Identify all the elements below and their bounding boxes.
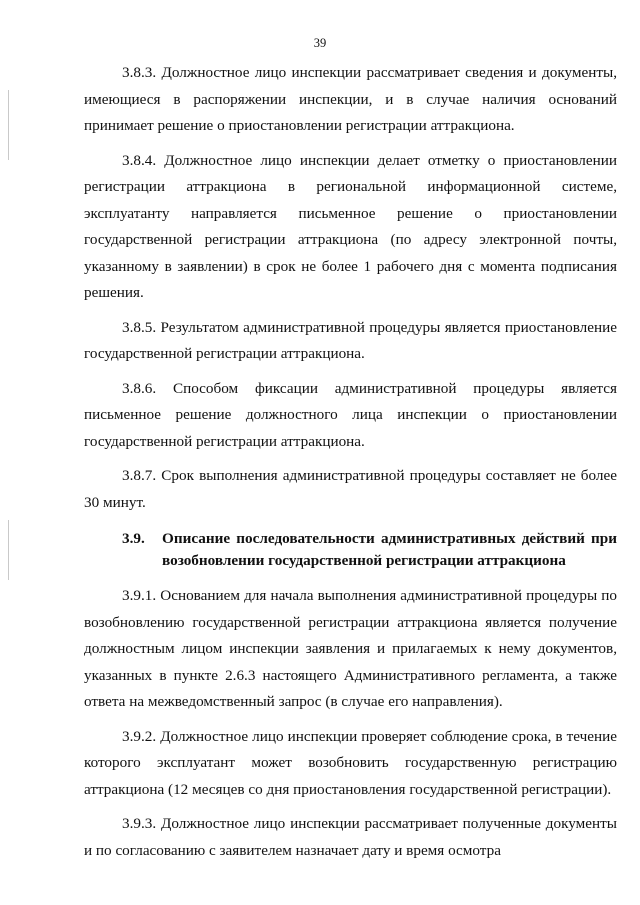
section-heading bbox=[84, 528, 617, 572]
paragraph-3-8-6: 3.8.6. Способом фиксации административной процедуры является письменное решение должностного лица инспекции о приостановлении государственной регистрации аттракциона. bbox=[84, 379, 617, 450]
scan-margin-mark bbox=[8, 90, 9, 160]
section-title: Описание последовательности административных действий при возобновлении государственной регистрации аттракциона bbox=[162, 530, 617, 569]
document-body bbox=[84, 60, 617, 872]
paragraph-3-8-4: 3.8.4. Должностное лицо инспекции делает отметку о приостановлении регистрации аттракциона в региональной информационной системе, эксплуатанту направляется письменное решение о приостановлении государственной регистрации аттракциона (по адресу электронной почты, указанному в заявлении) в срок не более 1 рабочего дня с момента подписания решения. bbox=[84, 151, 617, 301]
paragraph-3-8-3: 3.8.3. Должностное лицо инспекции рассматривает сведения и документы, имеющиеся в распоряжении инспекции, и в случае наличия оснований принимает решение о приостановлении регистрации аттракциона. bbox=[84, 64, 617, 134]
paragraph-3-8-7: 3.8.7. Срок выполнения административной процедуры составляет не более 30 минут. bbox=[84, 467, 617, 511]
paragraph-3-9-2: 3.9.2. Должностное лицо инспекции проверяет соблюдение срока, в течение которого эксплуатант может возобновить государственную регистрацию аттракциона (12 месяцев со дня приостановления государственной регистрации). bbox=[84, 727, 617, 798]
page-number: 39 bbox=[313, 36, 327, 50]
paragraph-3-9-3: 3.9.3. Должностное лицо инспекции рассматривает полученные документы и по согласованию с заявителем назначает дату и время осмотра bbox=[84, 815, 617, 859]
paragraph-3-8-5: 3.8.5. Результатом административной процедуры является приостановление государственной регистрации аттракциона. bbox=[84, 318, 617, 362]
scan-margin-mark bbox=[8, 520, 9, 580]
paragraph-3-9-1: 3.9.1. Основанием для начала выполнения административной процедуры по возобновлению государственной регистрации аттракциона является получение должностным лицом инспекции заявления и прилагаемых к нему документов, указанных в пункте 2.6.3 настоящего Административного регламента, а также ответа на межведомственный запрос (в случае его направления). bbox=[84, 587, 617, 710]
section-number: 3.9. bbox=[122, 530, 145, 547]
